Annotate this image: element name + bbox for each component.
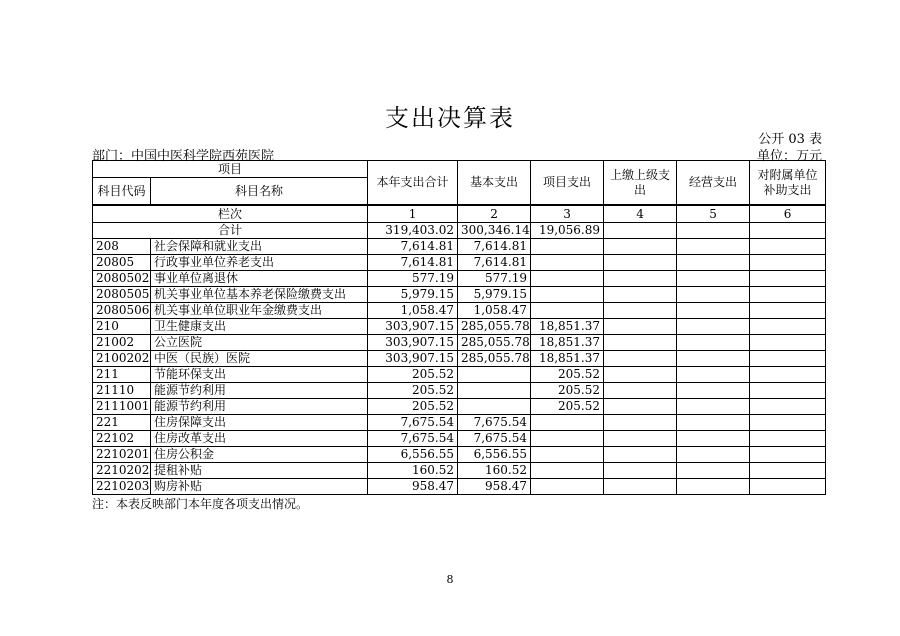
- total-cell-business: [677, 223, 750, 239]
- cell-subsidiary: [750, 383, 826, 399]
- header-basic: 基本支出: [458, 161, 531, 206]
- table-row: [93, 447, 826, 463]
- department-label: 部门：中国中医科学院西苑医院: [92, 149, 275, 164]
- cell-subsidiary: [750, 287, 826, 303]
- cell-name: 行政事业单位养老支出: [151, 255, 368, 271]
- cell-code: 2080506: [93, 303, 151, 319]
- col-number-4: 4: [604, 205, 677, 223]
- cell-total: 205.52: [368, 383, 458, 399]
- cell-subsidiary: [750, 335, 826, 351]
- cell-basic: [458, 367, 531, 383]
- cell-total: 7,614.81: [368, 239, 458, 255]
- cell-code: 2210202: [93, 463, 151, 479]
- header-project: 项目支出: [531, 161, 604, 206]
- cell-code: 21002: [93, 335, 151, 351]
- col-number-2: 2: [458, 205, 531, 223]
- cell-code: 21110: [93, 383, 151, 399]
- cell-basic: 5,979.15: [458, 287, 531, 303]
- cell-business: [677, 351, 750, 367]
- cell-basic: 577.19: [458, 271, 531, 287]
- cell-business: [677, 431, 750, 447]
- cell-upper: [604, 415, 677, 431]
- cell-business: [677, 335, 750, 351]
- cell-name: 购房补贴: [151, 479, 368, 495]
- col-number-3: 3: [531, 205, 604, 223]
- cell-business: [677, 239, 750, 255]
- cell-total: 6,556.55: [368, 447, 458, 463]
- unit-label: 单位：万元: [756, 149, 822, 164]
- table-row: [93, 303, 826, 319]
- cell-name: 机关事业单位基本养老保险缴费支出: [151, 287, 368, 303]
- cell-code: 211: [93, 367, 151, 383]
- table-row: [93, 479, 826, 495]
- cell-name: 能源节约利用: [151, 399, 368, 415]
- cell-code: 2210201: [93, 447, 151, 463]
- cell-name: 住房改革支出: [151, 431, 368, 447]
- cell-code: 221: [93, 415, 151, 431]
- page-number: 8: [446, 573, 454, 586]
- cell-upper: [604, 479, 677, 495]
- header-business: 经营支出: [677, 161, 750, 206]
- cell-upper: [604, 399, 677, 415]
- cell-code: 2080502: [93, 271, 151, 287]
- cell-upper: [604, 463, 677, 479]
- cell-business: [677, 271, 750, 287]
- cell-total: 160.52: [368, 463, 458, 479]
- cell-upper: [604, 335, 677, 351]
- cell-upper: [604, 287, 677, 303]
- cell-upper: [604, 447, 677, 463]
- cell-project: [531, 271, 604, 287]
- cell-project: [531, 303, 604, 319]
- total-cell-subsidiary: [750, 223, 826, 239]
- header-upper: 上缴上级支出: [604, 161, 677, 206]
- table-row: [93, 319, 826, 335]
- col-number-6: 6: [750, 205, 826, 223]
- table-row: [93, 431, 826, 447]
- cell-basic: 160.52: [458, 463, 531, 479]
- header-subsidiary: 对附属单位补助支出: [750, 161, 826, 206]
- footnote: 注：本表反映部门本年度各项支出情况。: [92, 497, 309, 511]
- cell-basic: 285,055.78: [458, 319, 531, 335]
- cell-name: 事业单位离退休: [151, 271, 368, 287]
- table-row: [93, 335, 826, 351]
- cell-code: 2080505: [93, 287, 151, 303]
- total-cell-basic: 300,346.14: [458, 223, 531, 239]
- cell-subsidiary: [750, 447, 826, 463]
- cell-upper: [604, 383, 677, 399]
- cell-subsidiary: [750, 399, 826, 415]
- header-total: 本年支出合计: [368, 161, 458, 206]
- cell-basic: [458, 383, 531, 399]
- cell-project: [531, 463, 604, 479]
- cell-basic: 285,055.78: [458, 335, 531, 351]
- cell-project: [531, 479, 604, 495]
- cell-code: 20805: [93, 255, 151, 271]
- cell-upper: [604, 303, 677, 319]
- expenditure-table: [92, 160, 826, 495]
- cell-project: 205.52: [531, 383, 604, 399]
- cell-total: 5,979.15: [368, 287, 458, 303]
- cell-business: [677, 303, 750, 319]
- total-row: [93, 223, 826, 239]
- cell-subsidiary: [750, 431, 826, 447]
- table-row: [93, 255, 826, 271]
- cell-name: 公立医院: [151, 335, 368, 351]
- table-row: [93, 415, 826, 431]
- cell-total: 7,614.81: [368, 255, 458, 271]
- total-label: 合计: [93, 223, 368, 239]
- cell-business: [677, 319, 750, 335]
- cell-subsidiary: [750, 415, 826, 431]
- cell-subsidiary: [750, 239, 826, 255]
- cell-code: 2111001: [93, 399, 151, 415]
- cell-subsidiary: [750, 367, 826, 383]
- cell-subsidiary: [750, 463, 826, 479]
- cell-project: [531, 255, 604, 271]
- cell-basic: 6,556.55: [458, 447, 531, 463]
- cell-total: 205.52: [368, 367, 458, 383]
- cell-upper: [604, 271, 677, 287]
- page-title: 支出决算表: [385, 104, 515, 132]
- cell-project: 18,851.37: [531, 335, 604, 351]
- table-row: [93, 399, 826, 415]
- cell-upper: [604, 319, 677, 335]
- cell-business: [677, 415, 750, 431]
- total-cell-total: 319,403.02: [368, 223, 458, 239]
- cell-code: 2100202: [93, 351, 151, 367]
- col-number-5: 5: [677, 205, 750, 223]
- table-row: [93, 367, 826, 383]
- header-lanci: 栏次: [93, 205, 368, 223]
- cell-total: 303,907.15: [368, 351, 458, 367]
- cell-subsidiary: [750, 319, 826, 335]
- cell-total: 7,675.54: [368, 415, 458, 431]
- cell-project: 18,851.37: [531, 351, 604, 367]
- cell-subsidiary: [750, 351, 826, 367]
- cell-subsidiary: [750, 303, 826, 319]
- cell-business: [677, 447, 750, 463]
- cell-total: 205.52: [368, 399, 458, 415]
- cell-project: [531, 287, 604, 303]
- cell-project: [531, 431, 604, 447]
- cell-name: 住房保障支出: [151, 415, 368, 431]
- cell-name: 中医（民族）医院: [151, 351, 368, 367]
- table-row: [93, 271, 826, 287]
- cell-project: 205.52: [531, 399, 604, 415]
- cell-project: [531, 447, 604, 463]
- cell-project: 205.52: [531, 367, 604, 383]
- cell-basic: 7,675.54: [458, 431, 531, 447]
- cell-business: [677, 463, 750, 479]
- cell-name: 能源节约利用: [151, 383, 368, 399]
- cell-upper: [604, 367, 677, 383]
- cell-business: [677, 479, 750, 495]
- cell-upper: [604, 431, 677, 447]
- cell-subsidiary: [750, 479, 826, 495]
- cell-basic: [458, 399, 531, 415]
- cell-business: [677, 255, 750, 271]
- cell-code: 22102: [93, 431, 151, 447]
- cell-code: 2210203: [93, 479, 151, 495]
- cell-basic: 1,058.47: [458, 303, 531, 319]
- cell-total: 7,675.54: [368, 431, 458, 447]
- cell-subsidiary: [750, 271, 826, 287]
- cell-business: [677, 367, 750, 383]
- table-row: [93, 239, 826, 255]
- cell-total: 303,907.15: [368, 335, 458, 351]
- cell-business: [677, 399, 750, 415]
- table-row: [93, 463, 826, 479]
- table-row: [93, 383, 826, 399]
- form-number: 公开 03 表: [758, 132, 822, 147]
- cell-business: [677, 383, 750, 399]
- cell-name: 机关事业单位职业年金缴费支出: [151, 303, 368, 319]
- cell-name: 社会保障和就业支出: [151, 239, 368, 255]
- cell-basic: 7,614.81: [458, 255, 531, 271]
- table-row: [93, 287, 826, 303]
- cell-basic: 285,055.78: [458, 351, 531, 367]
- header-name: 科目名称: [151, 178, 368, 206]
- cell-name: 提租补贴: [151, 463, 368, 479]
- cell-project: [531, 239, 604, 255]
- cell-total: 303,907.15: [368, 319, 458, 335]
- cell-basic: 7,675.54: [458, 415, 531, 431]
- total-cell-project: 19,056.89: [531, 223, 604, 239]
- cell-subsidiary: [750, 255, 826, 271]
- cell-code: 208: [93, 239, 151, 255]
- cell-upper: [604, 351, 677, 367]
- cell-business: [677, 287, 750, 303]
- cell-name: 卫生健康支出: [151, 319, 368, 335]
- header-code: 科目代码: [93, 178, 151, 206]
- cell-total: 958.47: [368, 479, 458, 495]
- cell-name: 住房公积金: [151, 447, 368, 463]
- header-item: 项目: [93, 161, 368, 178]
- cell-name: 节能环保支出: [151, 367, 368, 383]
- cell-basic: 958.47: [458, 479, 531, 495]
- cell-total: 577.19: [368, 271, 458, 287]
- cell-upper: [604, 255, 677, 271]
- cell-total: 1,058.47: [368, 303, 458, 319]
- col-number-1: 1: [368, 205, 458, 223]
- cell-project: [531, 415, 604, 431]
- cell-code: 210: [93, 319, 151, 335]
- cell-basic: 7,614.81: [458, 239, 531, 255]
- cell-project: 18,851.37: [531, 319, 604, 335]
- total-cell-upper: [604, 223, 677, 239]
- table-row: [93, 351, 826, 367]
- cell-upper: [604, 239, 677, 255]
